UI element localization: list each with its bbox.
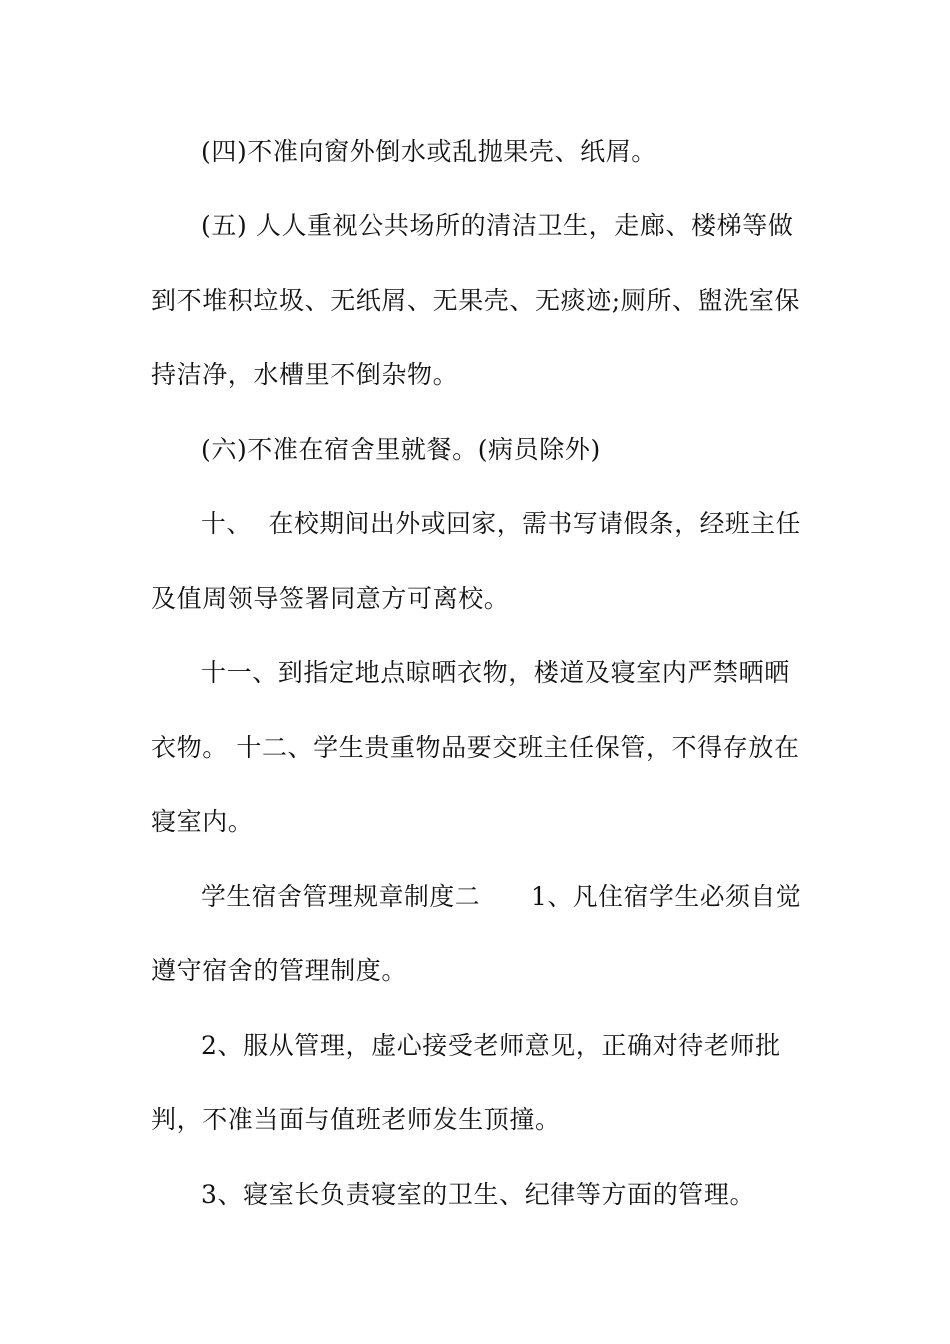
text-line: 寝室内。	[151, 807, 254, 836]
text-line: 十、 在校期间出外或回家，需书写请假条，经班主任	[201, 509, 801, 538]
text-line: 遵守宿舍的管理制度。	[151, 956, 408, 985]
text-line: 及值周领导签署同意方可离校。	[151, 584, 510, 613]
text-line: (六)不准在宿舍里就餐。(病员除外)	[201, 435, 601, 464]
text-line: (五) 人人重视公共场所的清洁卫生，走廊、楼梯等做	[201, 211, 794, 240]
text-line: 持洁净，水槽里不倒杂物。	[151, 360, 459, 389]
text-line: 衣物。 十二、学生贵重物品要交班主任保管，不得存放在	[151, 733, 800, 762]
text-line: 学生宿舍管理规章制度二 1、凡住宿学生必须自觉	[201, 882, 802, 911]
text-line: (四)不准向窗外倒水或乱抛果壳、纸屑。	[201, 137, 657, 166]
text-line: 十一、到指定地点晾晒衣物，楼道及寝室内严禁晒晒	[201, 658, 790, 687]
text-line: 到不堆积垃圾、无纸屑、无果壳、无痰迹;厕所、盥洗室保	[151, 286, 801, 315]
text-line: 判，不准当面与值班老师发生顶撞。	[151, 1105, 561, 1134]
text-line: 2、服从管理，虚心接受老师意见，正确对待老师批	[201, 1031, 781, 1060]
text-line: 3、寝室长负责寝室的卫生、纪律等方面的管理。	[201, 1180, 756, 1209]
